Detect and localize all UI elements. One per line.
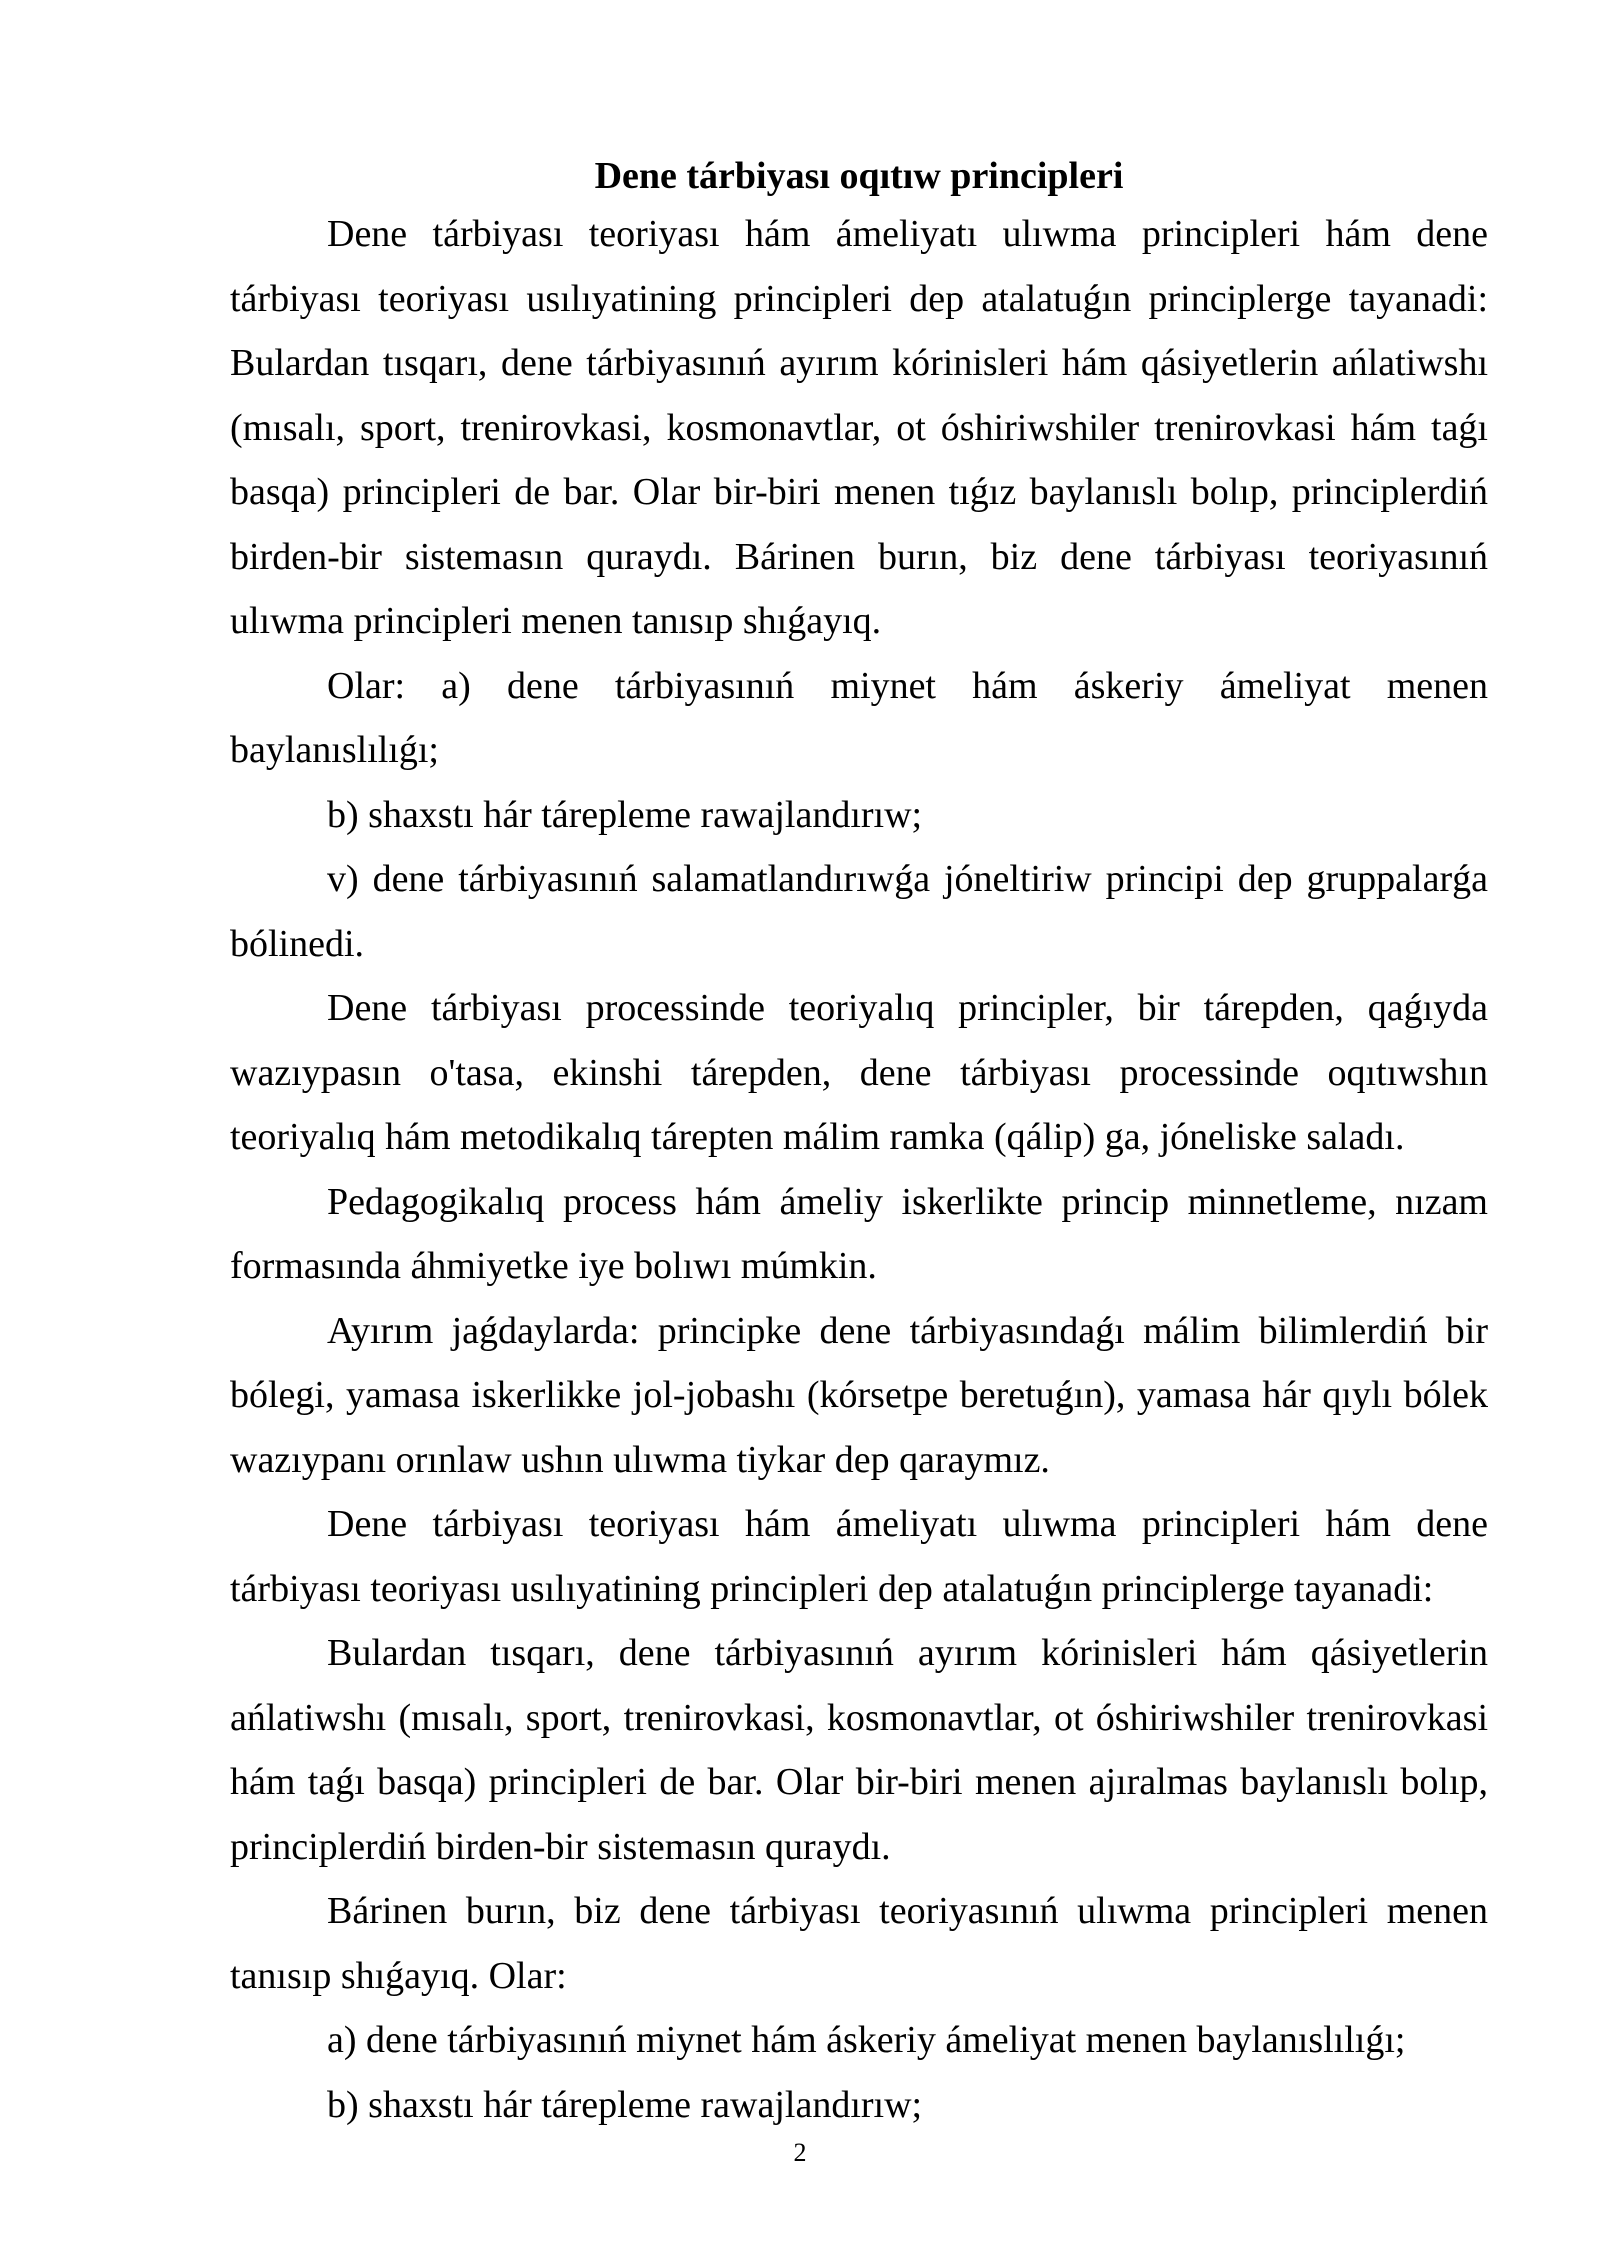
paragraph: Dene tárbiyası teoriyası hám ámeliyatı ulıwma principleri hám dene tárbiyası teoriyası usılıyatining principleri dep atalatuǵın principlerge tayanadi: (230, 1503, 1488, 1610)
paragraph: v) dene tárbiyasınıń salamatlandırıwǵa jóneltiriw principi dep gruppalarǵa bólinedi. (230, 858, 1488, 965)
paragraph: a) dene tárbiyasınıń miynet hám áskeriy ámeliyat menen baylanıslılıǵı; (327, 2019, 1406, 2061)
paragraph: Bulardan tısqarı, dene tárbiyasınıń ayırım kórinisleri hám qásiyetlerin ańlatiwshı (mısalı, sport, trenirovkasi, kosmonavtlar, ot óshiriwshiler trenirovkasi hám taǵı basqa) principleri de bar. Olar bir-biri menen ajıralmas baylanıslı bolıp, principlerdiń birden-bir sistemasın quraydı. (230, 1632, 1488, 1868)
paragraph: Dene tárbiyası processinde teoriyalıq principler, bir tárepden, qaǵıyda wazıypasın o'tasa, ekinshi tárepden, dene tárbiyası processinde oqıtıwshın teoriyalıq hám metodikalıq tárepten málim ramka (qálip) ga, jóneliske saladı. (230, 987, 1488, 1158)
document-body (230, 150, 1488, 2137)
page-number: 2 (793, 2138, 807, 2167)
paragraph: Pedagogikalıq process hám ámeliy iskerlikte princip minnetleme, nızam formasında áhmiyetke iye bolıwı múmkin. (230, 1180, 1488, 1287)
paragraph: Ayırım jaǵdaylarda: principke dene tárbiyasındaǵı málim bilimlerdiń bir bólegi, yamasa iskerlikke jol-jobashı (kórsetpe beretuǵın), yamasa hár qıylı bólek wazıypanı orınlaw ushın ulıwma tiykar dep qaraymız. (230, 1309, 1488, 1481)
paragraph: Bárinen burın, biz dene tárbiyası teoriyasınıń ulıwma principleri menen tanısıp shıǵayıq. Olar: (230, 1890, 1488, 1997)
document-title: Dene tárbiyası oqıtıw principleri (594, 155, 1124, 197)
paragraph: Olar: a) dene tárbiyasınıń miynet hám áskeriy ámeliyat menen baylanıslılıǵı; (230, 664, 1488, 771)
paragraph: b) shaxstı hár tárepleme rawajlandırıw; (327, 2083, 923, 2126)
paragraph: Dene tárbiyası teoriyası hám ámeliyatı ulıwma principleri hám dene tárbiyası teoriyası usılıyatining principleri dep atalatuǵın principlerge tayanadi: Bulardan tısqarı, dene tárbiyasınıń ayırım kórinisleri hám qásiyetlerin ańlatiwshı (mısalı, sport, trenirovkasi, kosmonavtlar, ot óshiriwshiler trenirovkasi hám taǵı basqa) principleri de bar. Olar bir-biri menen tıǵız baylanıslı bolıp, principlerdiń birden-bir sistemasın quraydı. Bárinen burın, biz dene tárbiyası teoriyasınıń ulıwma principleri menen tanısıp shıǵayıq. (230, 213, 1488, 642)
paragraph: b) shaxstı hár tárepleme rawajlandırıw; (327, 793, 923, 836)
